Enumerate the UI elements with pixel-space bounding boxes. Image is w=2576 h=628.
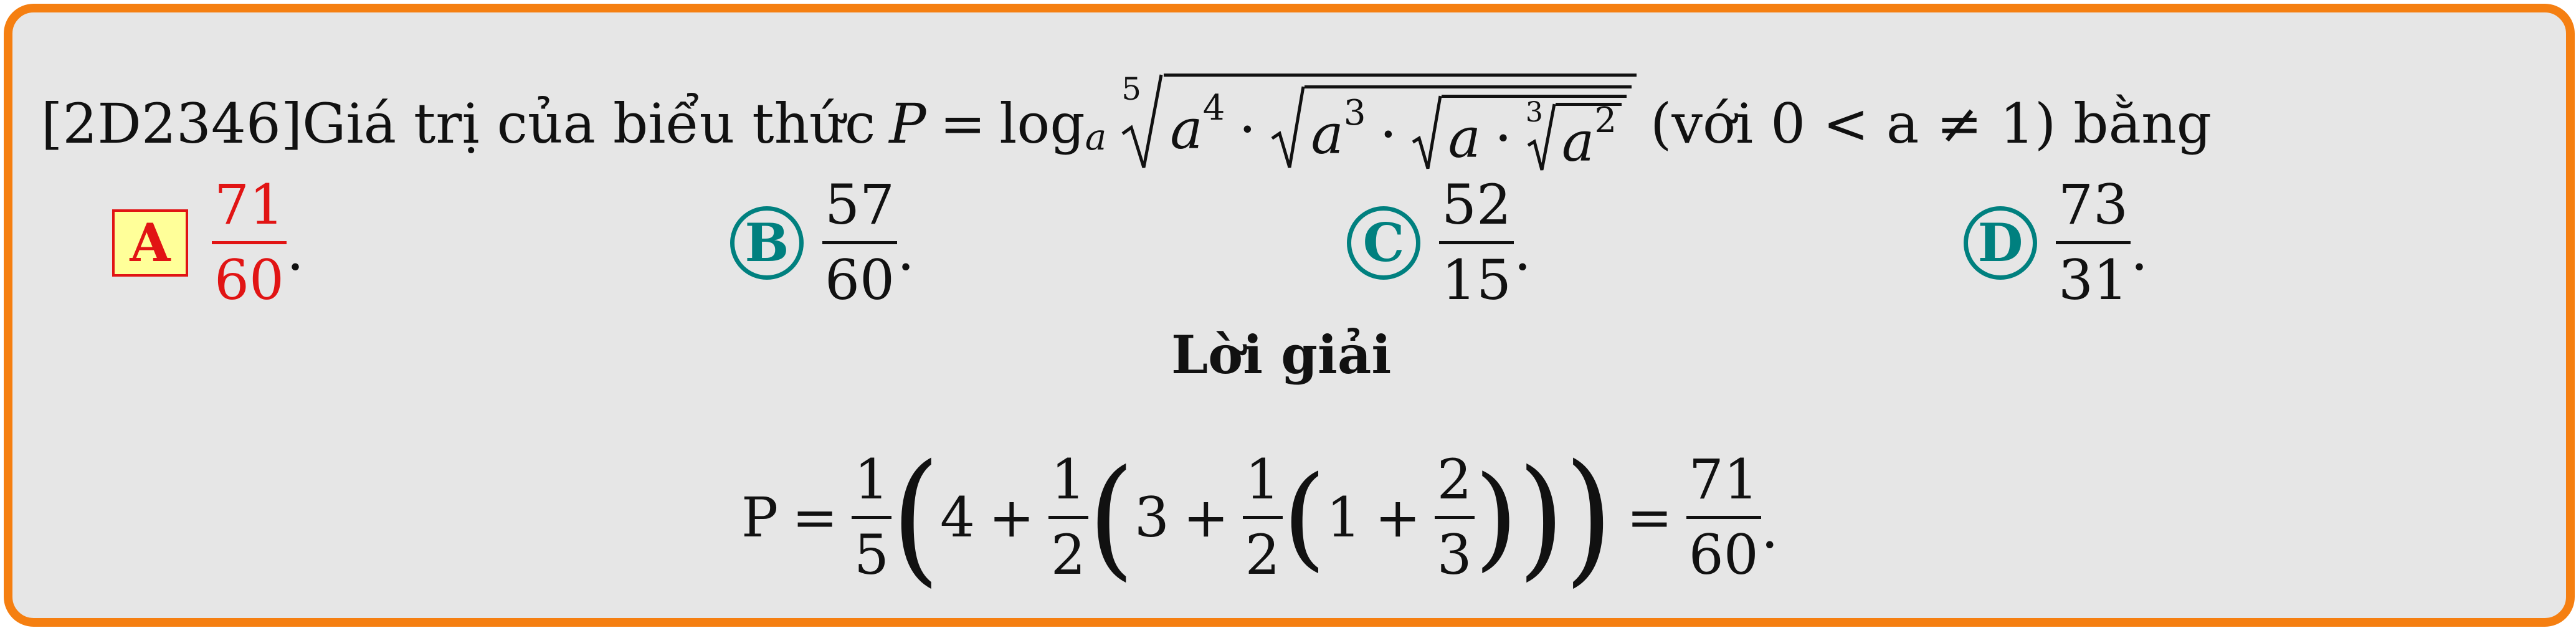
option-c-label: C	[1347, 206, 1420, 280]
equals-sign: =	[939, 91, 986, 156]
question-id: [2D2346]	[41, 91, 303, 156]
paren-open: (	[891, 434, 940, 601]
log-base: a	[1085, 116, 1107, 158]
condition-text: (với 0 < a ≠ 1) bằng	[1650, 91, 2212, 156]
option-b[interactable]: B 57 60 .	[730, 178, 915, 308]
var-p: P	[889, 91, 926, 156]
solution-equation: P = 1 5 ( 4 + 1 2 ( 3 + 1 2 ( 1 + 2 3 ) ) ) = 71 60 .	[741, 434, 1779, 601]
question-line	[41, 70, 2212, 174]
root3-index: 3	[1525, 96, 1543, 128]
radical-sign-icon	[1410, 95, 1442, 174]
paren-close: )	[1474, 452, 1518, 583]
option-d[interactable]: D 73 31 .	[1964, 178, 2148, 308]
fifth-root: 5 a 4 · a 3 · a · 3 a 2	[1120, 74, 1637, 174]
square-root-inner: a · 3 a 2	[1410, 95, 1627, 174]
root5-index: 5	[1121, 70, 1142, 107]
square-root-outer: a 3 · a · 3 a 2	[1270, 85, 1632, 174]
option-b-label: B	[730, 206, 804, 280]
fraction-one-half: 1 2	[1243, 452, 1283, 583]
fraction-one-fifth: 1 5	[852, 452, 891, 583]
fraction-one-half: 1 2	[1048, 452, 1088, 583]
fraction-two-thirds: 2 3	[1435, 452, 1475, 583]
result-fraction: 71 60	[1686, 452, 1761, 583]
question-text: Giá trị của biểu thức	[302, 91, 876, 156]
radical-sign-icon	[1270, 85, 1305, 174]
option-d-label: D	[1964, 206, 2037, 280]
option-c-fraction: 52 15	[1439, 178, 1514, 308]
paren-open: (	[1088, 441, 1134, 593]
option-a-fraction: 71 60	[212, 178, 287, 308]
solution-title: Lời giải	[1171, 324, 1392, 386]
paren-close: )	[1564, 434, 1613, 601]
paren-close: )	[1518, 441, 1564, 593]
option-d-fraction: 73 31	[2056, 178, 2131, 308]
log-operator: log	[999, 91, 1085, 156]
paren-open: (	[1282, 452, 1326, 583]
option-a-label: A	[112, 209, 188, 277]
option-a[interactable]: A 71 60 .	[112, 178, 304, 308]
option-c[interactable]: C 52 15 .	[1347, 178, 1531, 308]
cube-root: 3 a 2	[1526, 103, 1622, 174]
option-b-fraction: 57 60	[822, 178, 897, 308]
